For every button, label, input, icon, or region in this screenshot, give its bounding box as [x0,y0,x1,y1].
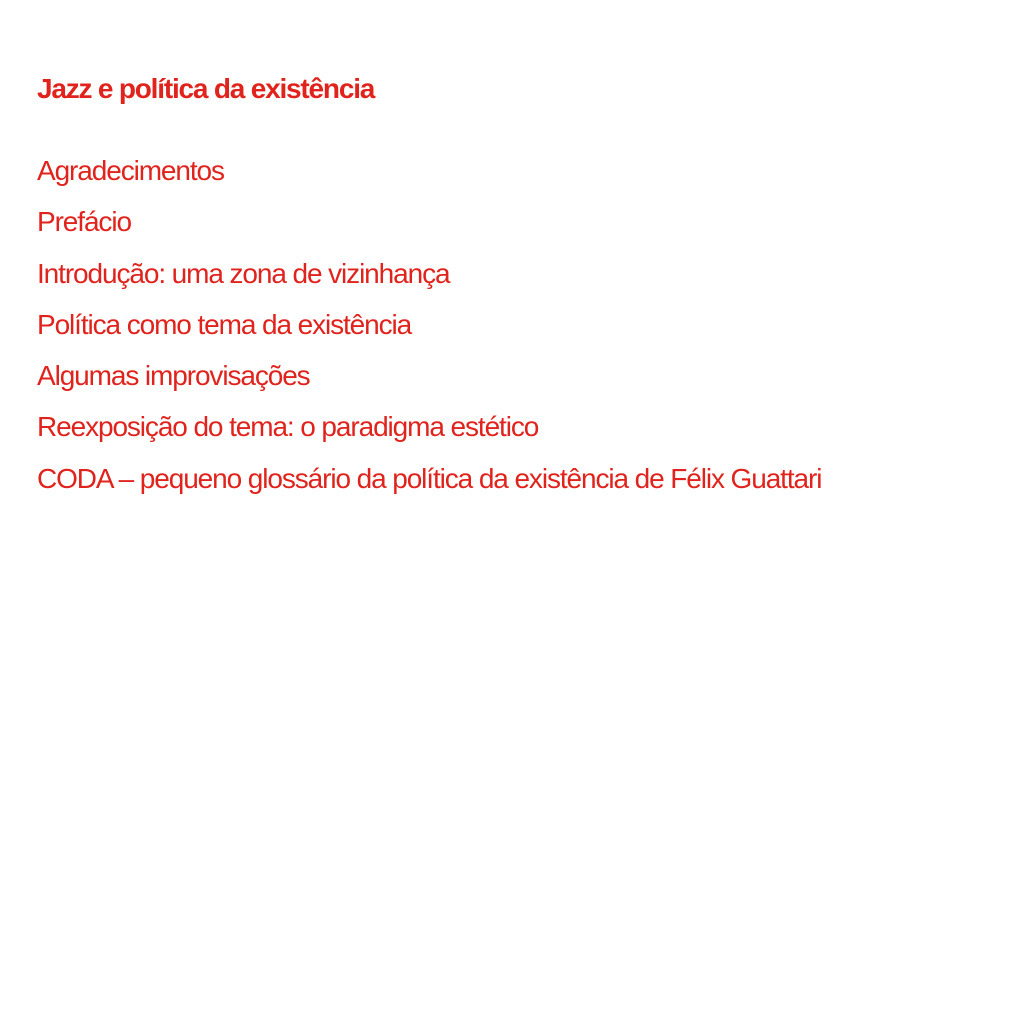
toc-item-introducao: Introdução: uma zona de vizinhança [37,257,450,289]
document-title: Jazz e política da existência [37,73,375,104]
toc-item-reexposicao: Reexposição do tema: o paradigma estético [37,411,539,443]
toc-item-politica: Política como tema da existência [37,308,412,340]
toc-item-agradecimentos: Agradecimentos [37,155,224,186]
toc-item-prefacio: Prefácio [37,206,131,238]
table-of-contents [37,153,821,512]
toc-item-improvisacoes: Algumas improvisações [37,360,310,392]
toc-item-coda: CODA – pequeno glossário da política da existência de Félix Guattari [37,462,822,494]
